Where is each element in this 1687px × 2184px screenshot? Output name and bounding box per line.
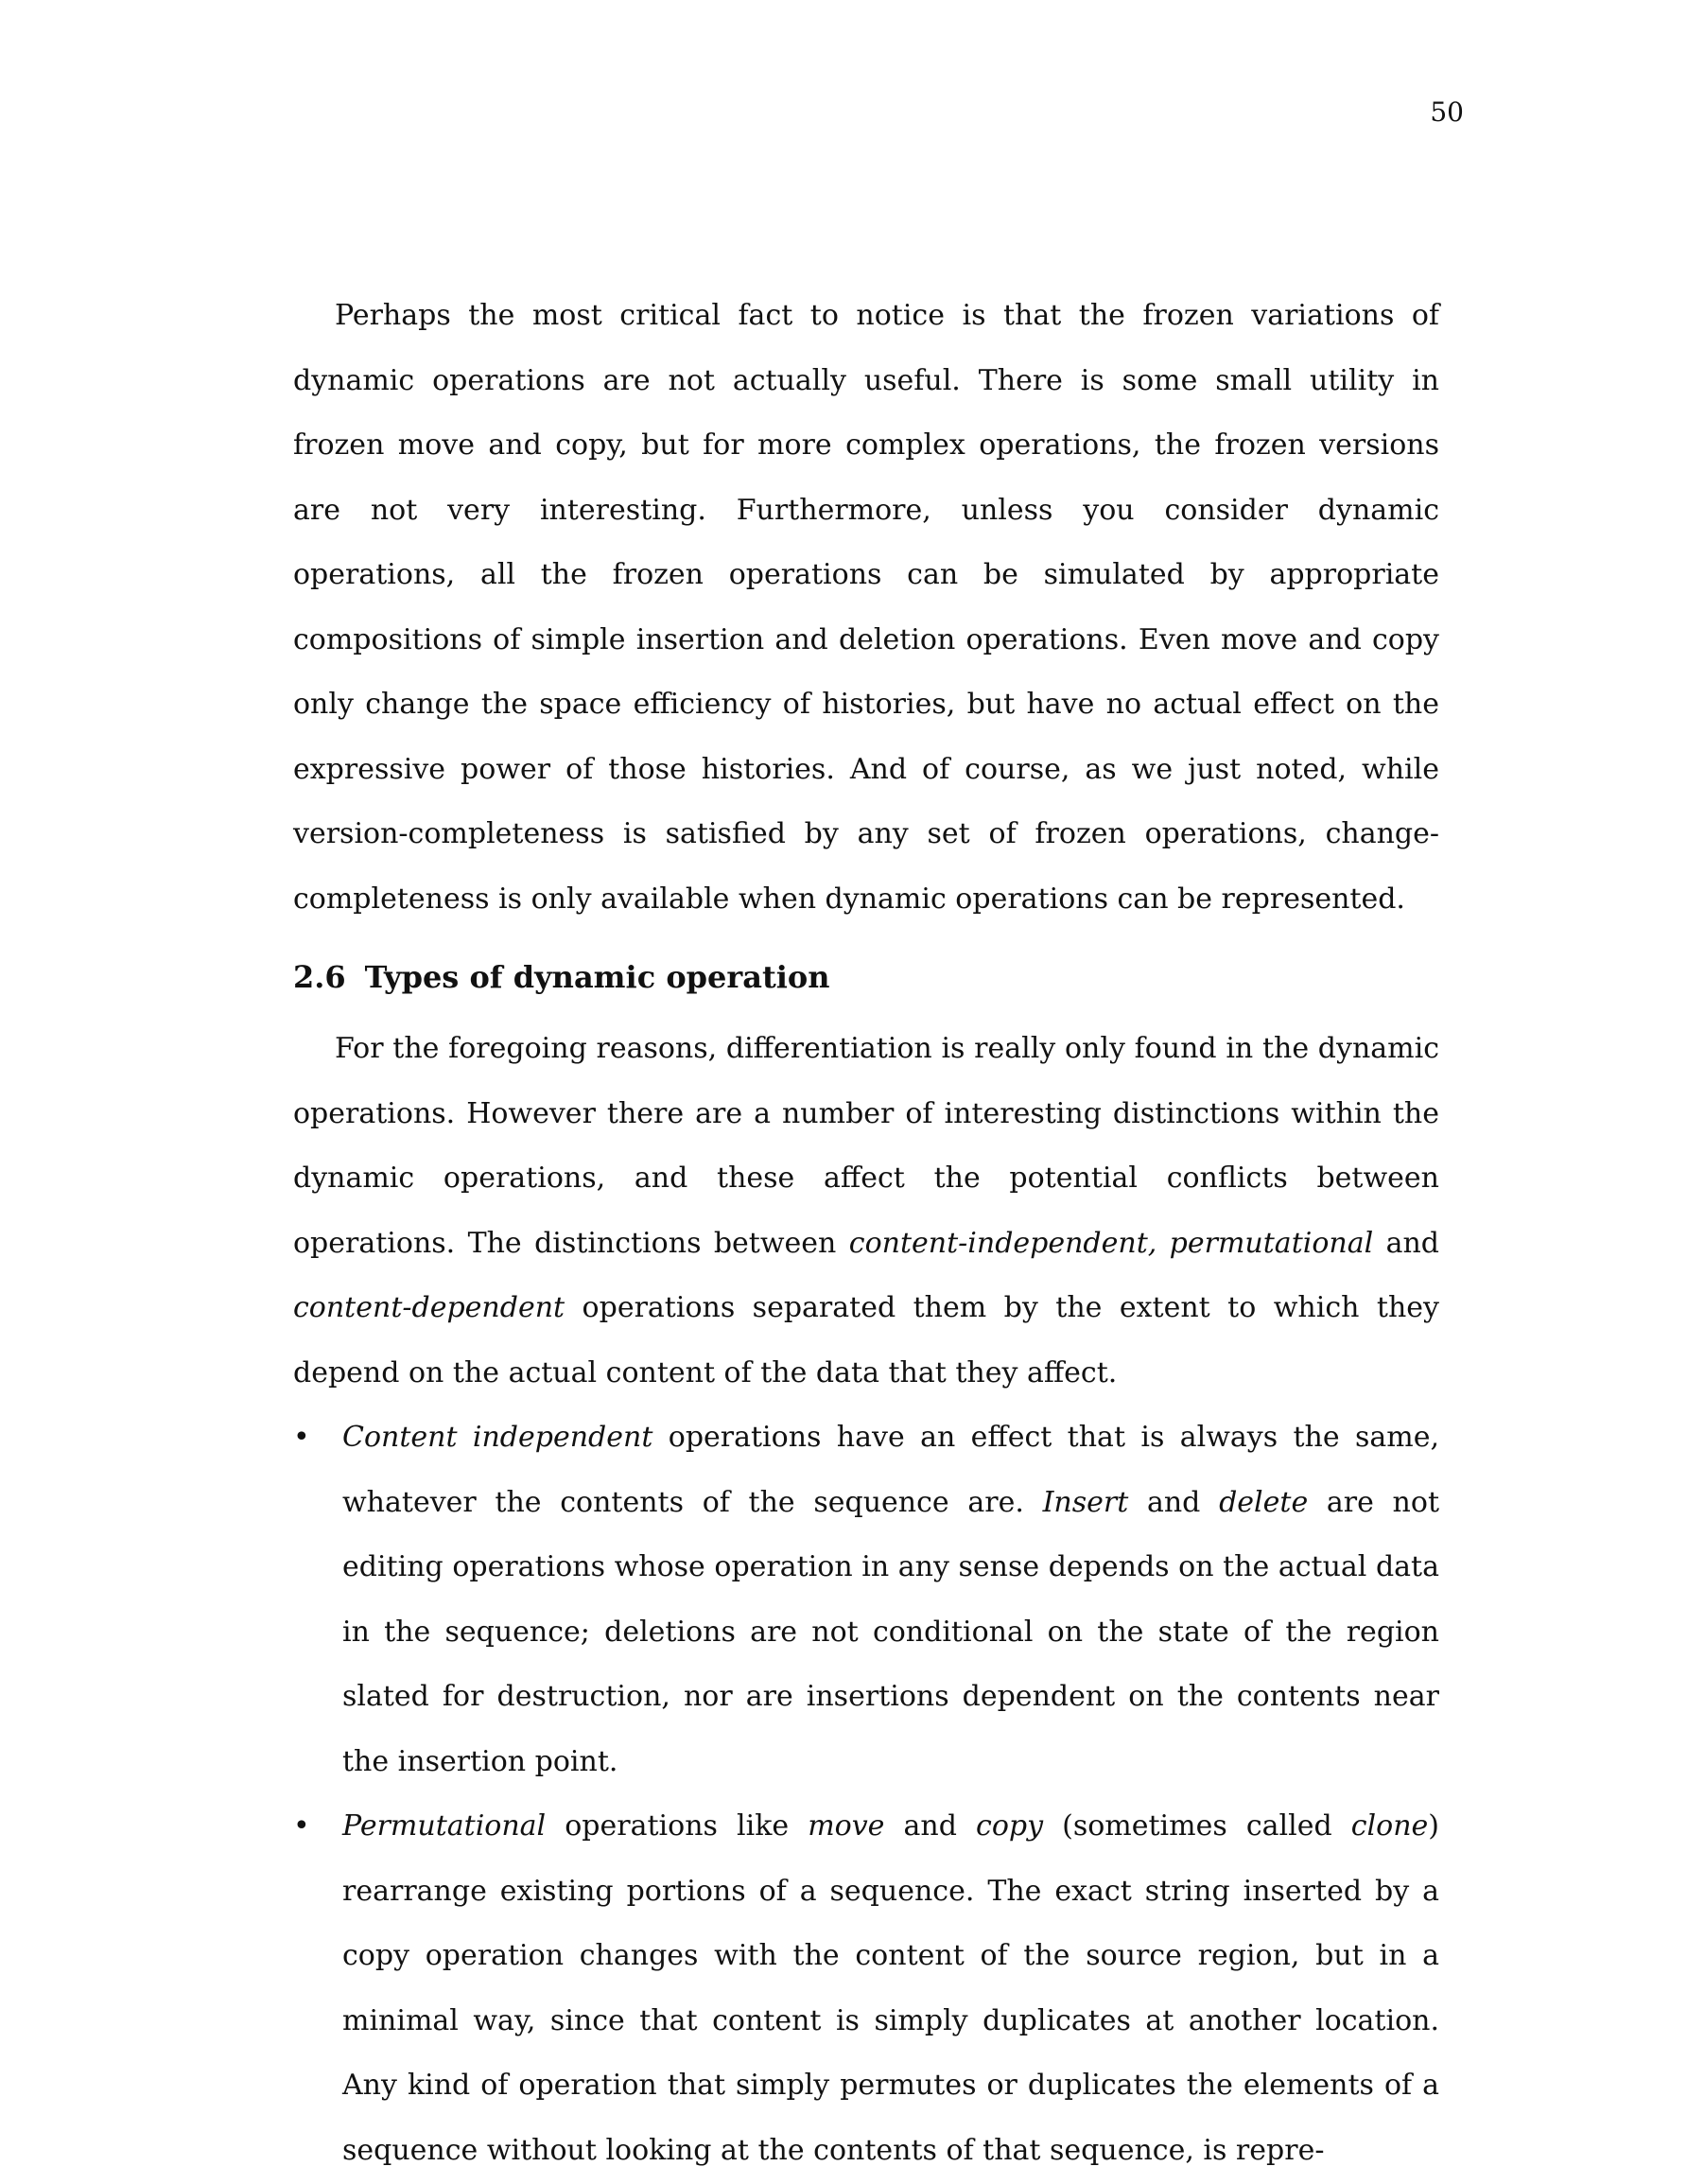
bullet-marker: • [293,1809,310,1843]
page-content [293,284,1439,2183]
emphasis-text: clone [1350,1809,1429,1843]
text-run: and [884,1809,977,1843]
text-run: For the foregoing reasons, differentiation is really only found in the dynamic operations. However there are a number of interesting distinctions within the dynamic operations, and these affect the potential conflicts between operations. The distinctions between [293,1032,1439,1260]
emphasis-text: delete [1219,1485,1309,1519]
emphasis-text: Insert [1042,1485,1129,1519]
section-number: 2.6 [293,959,346,995]
text-run: and [1373,1226,1440,1260]
emphasis-text: content-independent, permutational [848,1226,1374,1260]
body-paragraph [293,1017,1439,1406]
page-number: 50 [1430,96,1464,128]
text-run: are not editing operations whose operation in any sense depends on the actual data in the sequence; deletions are not conditional on the state of the region slated for destruction, nor are insertions dependent on the contents near the insertion point. [342,1485,1439,1778]
body-paragraph: Perhaps the most critical fact to notice is that the frozen variations of dynamic operations are not actually useful. There is some small utility in frozen move and copy, but for more complex operations, the frozen versions are not very interesting. Furthermore, unless you consider dynamic operations, all the frozen operations can be simulated by appropriate compositions of simple insertion and deletion operations. Even move and copy only change the space efficiency of histories, but have no actual effect on the expressive power of those histories. And of course, as we just noted, while version-completeness is satisfied by any set of frozen operations, change-completeness is only available when dynamic operations can be represented. [293,299,1439,916]
list-item [293,1794,1439,2183]
section-title: Types of dynamic operation [364,959,830,995]
emphasis-text: copy [976,1809,1044,1843]
emphasis-text: Permutational [342,1809,547,1843]
text-run: operations like [546,1809,809,1843]
bullet-marker: • [293,1421,310,1454]
text-run: and [1128,1485,1220,1519]
text-run: operations have an effect that is always the same, whatever the contents of the sequence are. [342,1421,1439,1519]
text-run: (sometimes called [1043,1809,1351,1843]
text-run: operations separated them by the extent to which they depend on the actual content of the data that they affect. [293,1291,1439,1389]
section-heading [293,945,1439,1009]
emphasis-text: content-dependent [293,1291,565,1324]
text-run: ) rearrange existing portions of a sequence. The exact string inserted by a copy operation changes with the content of the source region, but in a minimal way, since that content is simply duplicates at another location. Any kind of operation that simply permutes or duplicates the elements of a sequence without looking at the contents of that sequence, is repre- [342,1809,1440,2167]
emphasis-text: Content independent [342,1421,653,1454]
bullet-list [293,1406,1439,2183]
emphasis-text: move [808,1809,885,1843]
list-item [293,1406,1439,1794]
